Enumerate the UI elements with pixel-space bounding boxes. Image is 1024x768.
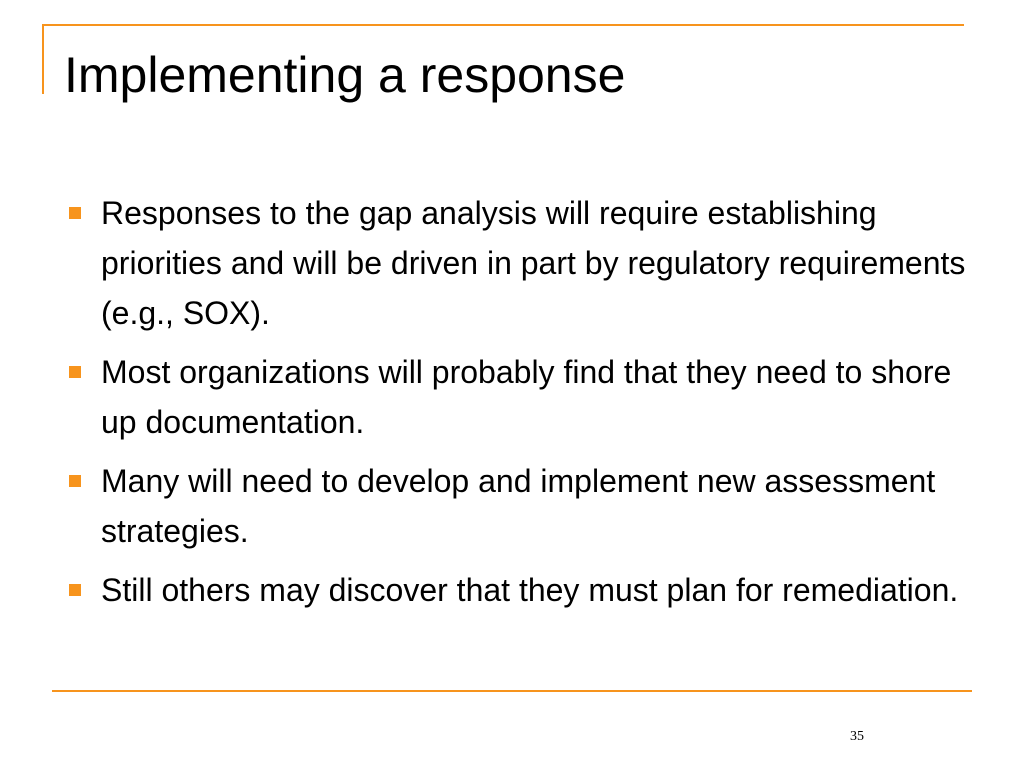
bullet-text: Most organizations will probably find that they need to shore up documentation.: [101, 354, 952, 440]
square-bullet-icon: [69, 475, 81, 487]
bullet-item: [64, 565, 974, 615]
square-bullet-icon: [69, 584, 81, 596]
bullet-item: [64, 188, 974, 338]
bullet-text: Still others may discover that they must plan for remediation.: [101, 572, 959, 608]
bullet-item: [64, 347, 974, 447]
bottom-accent-rule: [52, 690, 972, 692]
top-accent-rule: [42, 24, 964, 26]
bullet-text: Many will need to develop and implement new assessment strategies.: [101, 463, 936, 549]
slide-title: Implementing a response: [64, 47, 626, 103]
bullet-list: [64, 188, 974, 624]
square-bullet-icon: [69, 366, 81, 378]
left-accent-rule: [42, 24, 44, 94]
bullet-item: [64, 456, 974, 556]
bullet-text: Responses to the gap analysis will require establishing priorities and will be driven in part by regulatory requirements (e.g., SOX).: [101, 195, 966, 331]
square-bullet-icon: [69, 207, 81, 219]
page-number: 35: [850, 729, 864, 744]
